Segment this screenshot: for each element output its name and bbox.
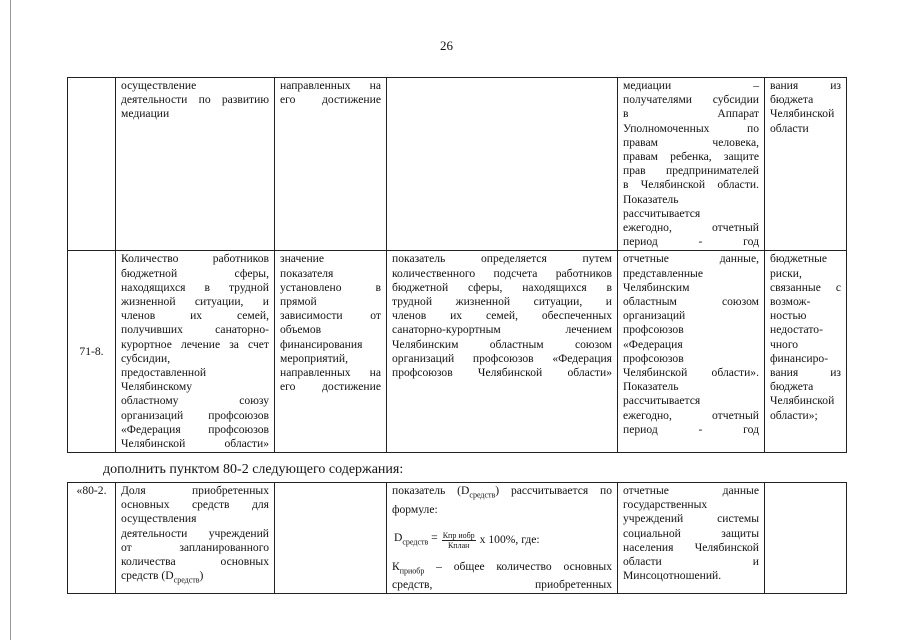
text-line: санаторно-курортным лечением [392,323,612,337]
text-line: медиации [121,107,170,121]
numerator: Кпр иобр [442,530,475,540]
method-intro [392,484,612,503]
method-cell [387,78,618,251]
fraction [442,531,476,550]
text-line: рассчитывается [623,394,701,408]
text-line: Челябинской [770,394,835,408]
text-line: количественного подсчета работников [392,266,612,280]
text-line: бюджета [770,93,814,107]
text-line: вания из [770,366,841,380]
text-line: предоставленной [121,366,207,380]
text-line: организаций [623,309,686,323]
text-line: осуществление [121,79,197,92]
text-line: государственных [623,498,708,512]
method-cell [387,483,618,594]
formula-lhs [392,531,438,550]
text-line: медиации – [623,79,759,92]
text-line: установлено в [280,280,381,294]
indicator-name-cell [116,78,275,251]
text-line: курортное лечение за счет [121,337,269,351]
text-line: осуществления [121,512,197,526]
subscript: приобр [399,566,425,576]
text-line: Показатель [623,192,679,206]
closing-paren: ) [199,569,204,583]
text-line: направленных на [280,366,381,380]
text-line: деятельности учреждений [121,526,269,540]
text-line: Показатель [623,380,679,394]
text-line: «Федерация [623,337,683,351]
text-line: области [770,121,809,135]
intro-text: показатель (D [392,484,470,497]
definition-line [392,560,612,579]
formula [392,531,612,550]
text-line: вания из [770,79,841,92]
definition-text: – общее количество основных [424,559,612,573]
text-line: области и [623,555,759,569]
page-edge-line [10,0,11,640]
row-number-cell: «80-2. [68,483,116,594]
text-line: профсоюзов Челябинской области» [392,366,612,380]
indicator-value-cell [275,483,387,594]
text-line: период - год [623,422,759,436]
indicator-name-last-line [121,569,269,588]
text-line: показателя [280,266,334,280]
text-line: профсоюзов [623,323,684,337]
table-row [68,251,847,453]
row-number-cell: 71-8. [68,251,116,453]
definition-line-2: средств, приобретенных [392,578,612,592]
text-line: правам ребенка, защите [623,150,759,164]
text-line: направленных на [280,79,381,92]
text-line: жизненной ситуации, и [121,295,269,309]
denominator: Кплан [447,540,470,550]
formula-rest: x 100%, где: [479,533,540,547]
text-line: Минсоцотношений. [623,569,722,583]
text-line: период - год [623,235,759,249]
new-item-table [67,482,847,594]
text-line: находящихся в трудной [121,280,269,294]
text-line: Челябинской области» [121,437,269,451]
equals: = [428,530,438,544]
text-line: финансиро- [770,351,829,365]
text-line: количества основных [121,555,269,569]
risks-cell [765,483,847,594]
text-line: областным союзом [623,295,759,309]
text-line: его достижение [280,380,381,394]
text-line: в Челябинской области. [623,178,759,192]
text-line: основных средств для [121,498,269,512]
text-line: Уполномоченных по [623,121,759,135]
indicator-name-cell [116,483,275,594]
addition-instruction: дополнить пунктом 80-2 следующего содержания: [103,462,404,477]
text-line: организаций профсоюзов [121,408,269,422]
text-line: субсидии, [121,351,171,365]
text-line: области»; [770,408,818,422]
source-cell [618,483,765,594]
text-line: связанные с [770,280,841,294]
text-line: рассчитывается [623,206,701,220]
text-line: Челябинской [770,107,835,121]
text-line: получивших санаторно- [121,323,269,337]
text-line: населения Челябинской [623,540,759,554]
source-cell [618,251,765,453]
text-line: Челябинским областным союзом [392,337,612,351]
text-line: зависимости от [280,309,381,323]
text-line: бюджетные [770,252,828,266]
subscript: средств [173,575,200,585]
text-line: деятельности по развитию [121,93,269,107]
text-line: бюджетной сферы, находящихся в [392,280,612,294]
text-line: Челябинской области». [623,366,759,380]
subscript: средств [469,490,496,500]
table-row [68,78,847,251]
subscript: средств [402,537,429,547]
text-line: профсоюзов [623,351,684,365]
text-line: финансирования [280,337,363,351]
indicator-name-cell [116,251,275,453]
text-line: возмож- [770,295,811,309]
text-line: социальной защиты [623,526,759,540]
text-line: прямой [280,295,317,309]
text-line: Доля приобретенных [121,484,269,497]
text-line: бюджетной сферы, [121,266,269,280]
risks-cell [765,251,847,453]
text-line: членов их семей, [121,309,269,323]
text-line: объемов [280,323,322,337]
text-line: значение [280,252,324,266]
text-line: учреждений системы [623,512,759,526]
method-intro-2: формуле: [392,502,438,516]
text-line: недостато- [770,323,823,337]
text-line: риски, [770,266,802,280]
text-line: правам человека, [623,135,759,149]
intro-text: ) рассчитывается по [495,484,612,497]
text-line: областному союзу [121,394,269,408]
text-line: отчетные данные [623,484,759,497]
text-line: Челябинскому [121,380,193,394]
text-line: представленные [623,266,703,280]
indicator-name-lines [121,484,269,569]
formula-symbol: D [394,530,403,544]
text-line: прав предпринимателей [623,164,759,178]
text-line: отчетные данные, [623,252,759,266]
text-line: чного [770,337,799,351]
indicator-value-cell [275,78,387,251]
source-cell [618,78,765,251]
text-line: «Федерация профсоюзов [121,422,269,436]
text-line: получателями субсидии [623,93,759,107]
text-line: бюджета [770,380,814,394]
page-number: 26 [440,38,453,53]
method-cell [387,251,618,453]
text-line: ностью [770,309,807,323]
text-line: организаций профсоюзов «Федерация [392,351,612,365]
text-line: членов их семей, обеспеченных [392,309,612,323]
table-row [68,483,847,594]
text-line: ежегодно, отчетный [623,408,759,422]
indicators-table [67,77,847,453]
indicator-value-cell [275,251,387,453]
row-number-cell [68,78,116,251]
text-line: от запланированного [121,540,269,554]
text-line: трудной жизненной ситуации, и [392,295,612,309]
text-line: его достижение [280,93,381,107]
text-line: в Аппарат [623,107,759,121]
text-line: ежегодно, отчетный [623,221,759,235]
text-line: Количество работников [121,252,269,266]
indicator-name-text: средств (D [121,569,174,583]
text-line: Челябинским [623,280,690,294]
text-line: мероприятий, [280,351,348,365]
text-line: показатель определяется путем [392,252,612,266]
definition-symbol: К [392,559,400,573]
risks-cell [765,78,847,251]
